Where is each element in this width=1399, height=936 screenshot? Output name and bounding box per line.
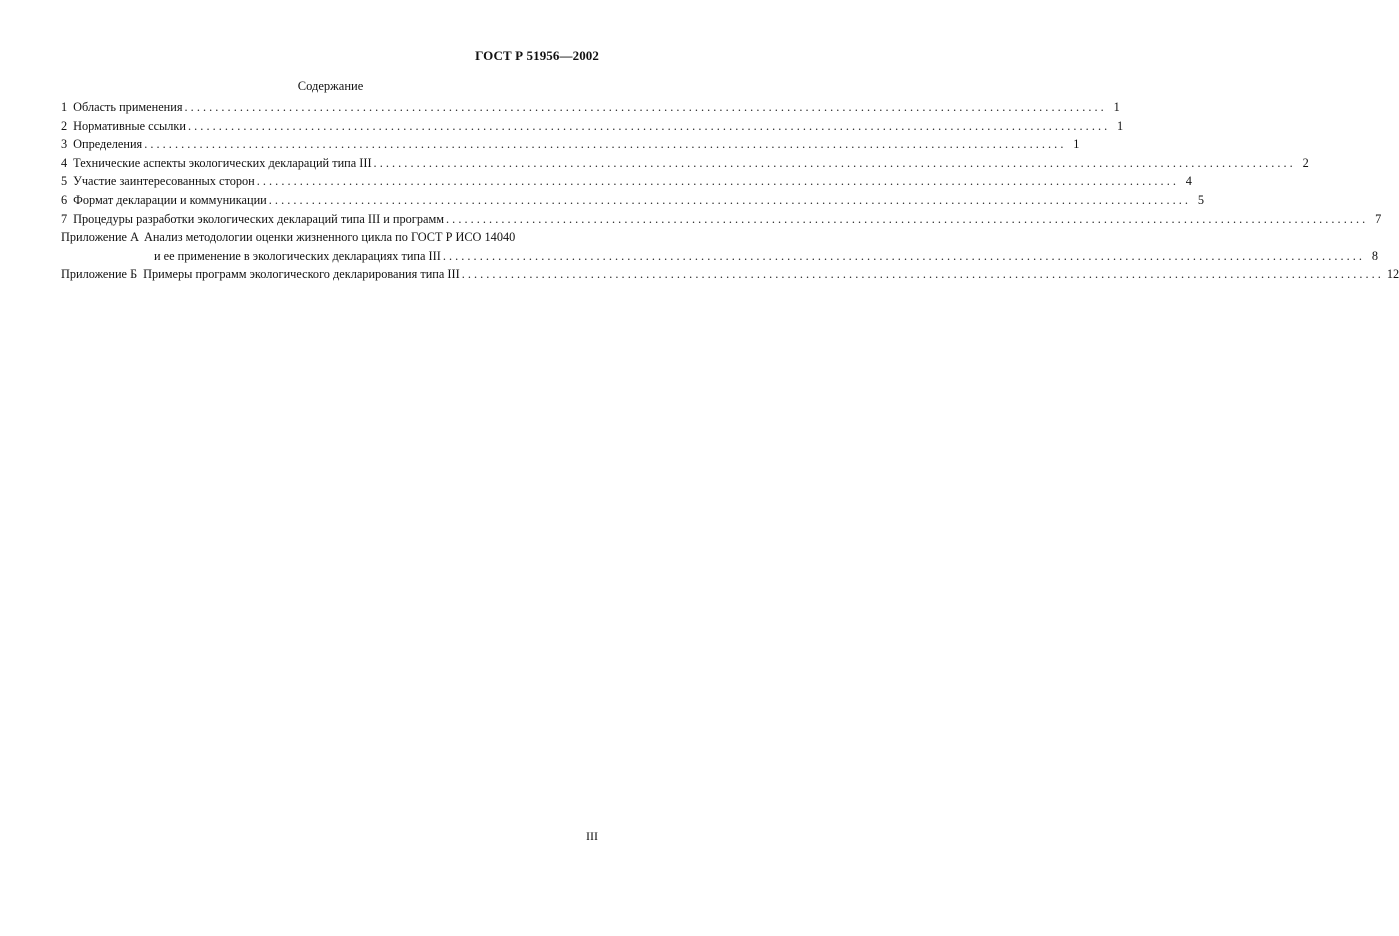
toc-leader-dots: [372, 156, 1293, 171]
toc-appendix-a-line2[interactable]: [61, 248, 1379, 268]
toc-item-number: 4: [61, 155, 68, 170]
toc-item-number: 2: [61, 118, 68, 133]
toc-item-page: 12: [1386, 267, 1399, 282]
toc-item-5[interactable]: [61, 174, 1192, 193]
toc-item-6[interactable]: [61, 192, 1204, 212]
toc-leader-dots: [186, 119, 1107, 134]
toc-item-label: Технические аспекты экологических деклараций типа III: [73, 155, 372, 170]
toc-item-number: 1: [61, 100, 68, 114]
toc-item-number: 3: [61, 137, 68, 152]
toc-item-number: 5: [61, 174, 68, 189]
toc-item-page: 2: [1302, 155, 1309, 170]
toc-appendix-prefix: Приложение Б: [61, 267, 138, 282]
toc-item-page: 1: [1073, 137, 1080, 152]
toc-leader-dots: [255, 174, 1176, 189]
toc-item-number: 6: [61, 192, 68, 207]
toc-item-4[interactable]: [61, 155, 1309, 175]
toc-item-label: Формат декларации и коммуникации: [73, 192, 267, 207]
document-code: ГОСТ Р 51956—2002: [475, 48, 599, 63]
toc-appendix-label-continued: и ее применение в экологических декларациях типа III: [154, 248, 441, 263]
toc-item-label: Область применения: [73, 100, 183, 114]
toc-leader-dots: [267, 193, 1188, 208]
toc-leader-dots: [183, 100, 1104, 115]
toc-item-1[interactable]: [61, 100, 1120, 119]
toc-appendix-label: Анализ методологии оценки жизненного цикла по ГОСТ Р ИСО 14040: [143, 230, 516, 245]
toc-item-page: 5: [1197, 192, 1204, 207]
toc-appendix-b[interactable]: [61, 267, 1399, 286]
toc-item-label: Процедуры разработки экологических деклараций типа III и программ: [73, 211, 445, 226]
toc-item-label: Нормативные ссылки: [73, 118, 186, 133]
toc-item-2[interactable]: [61, 118, 1124, 138]
toc-item-page: 4: [1185, 174, 1192, 189]
toc-item-7[interactable]: [61, 211, 1382, 231]
toc-leader-dots: [444, 212, 1365, 227]
toc-item-page: 1: [1113, 100, 1120, 114]
toc-appendix-prefix: Приложение А: [61, 230, 139, 245]
toc-item-page: 8: [1371, 248, 1379, 263]
toc-appendix-a-line1[interactable]: [61, 230, 601, 249]
toc-leader-dots: [142, 137, 1063, 152]
toc-item-label: Определения: [73, 137, 143, 152]
toc-item-page: 1: [1117, 118, 1124, 133]
toc-leader-dots: [460, 267, 1381, 282]
toc-item-3[interactable]: [61, 137, 1080, 156]
page-number: III: [586, 829, 598, 843]
toc-appendix-label: Примеры программ экологического декларирования типа III: [143, 267, 460, 282]
toc-item-number: 7: [61, 211, 68, 226]
toc-leader-dots: [441, 249, 1362, 264]
toc-item-label: Участие заинтересованных сторон: [73, 174, 255, 189]
toc-item-page: 7: [1375, 211, 1382, 226]
table-of-contents: [61, 100, 1399, 286]
toc-title: Содержание: [297, 79, 364, 93]
